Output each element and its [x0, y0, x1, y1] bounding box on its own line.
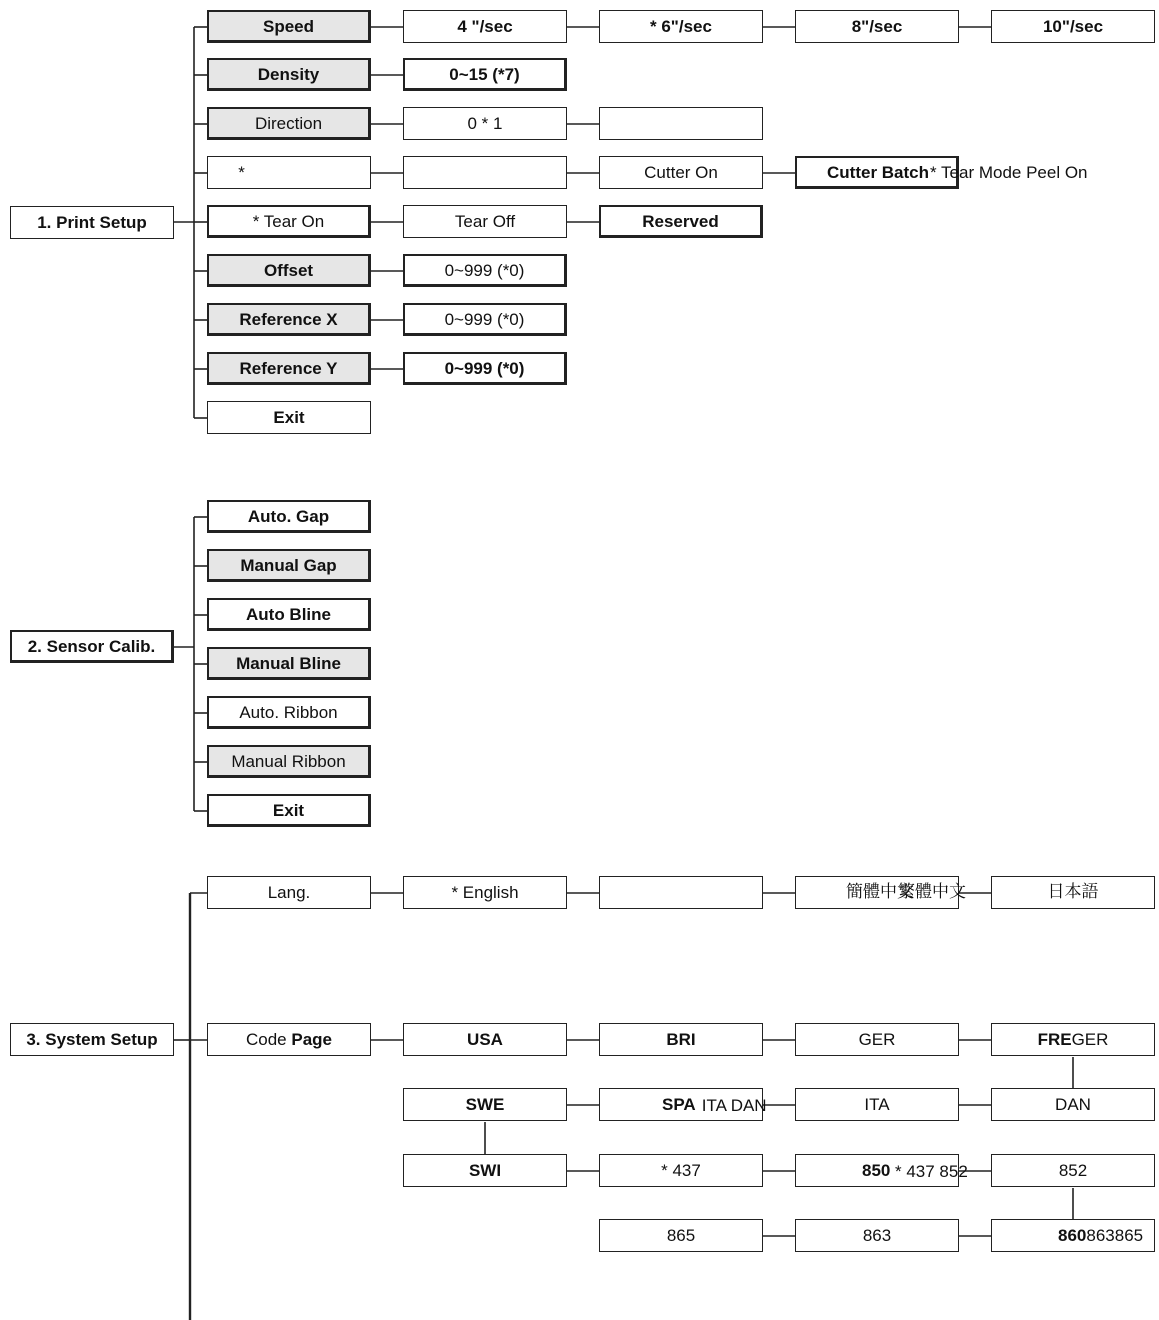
codepage-860-label: 860 — [1058, 1226, 1087, 1245]
codepage-swi-option[interactable]: SWI — [403, 1154, 567, 1187]
speed-option-10[interactable]: 10"/sec — [991, 10, 1155, 43]
codepage-usa-option[interactable]: USA — [403, 1023, 567, 1056]
sensor-calib-exit-button[interactable]: Exit — [207, 794, 371, 827]
offset-button[interactable]: Offset — [207, 254, 371, 287]
cutter-on-option[interactable]: Cutter On — [599, 156, 763, 189]
codepage-swe-option[interactable]: SWE — [403, 1088, 567, 1121]
codepage-852-option[interactable]: 852 — [991, 1154, 1155, 1187]
codepage-863-option[interactable]: 863 — [795, 1219, 959, 1252]
manual-gap-button[interactable]: Manual Gap — [207, 549, 371, 582]
density-button[interactable]: Density — [207, 58, 371, 91]
direction-option-0-1[interactable]: 0 * 1 — [403, 107, 567, 140]
auto-ribbon-button[interactable]: Auto. Ribbon — [207, 696, 371, 729]
codepage-fre-label: FRE — [1037, 1030, 1072, 1049]
speed-option-8[interactable]: 8"/sec — [795, 10, 959, 43]
print-setup-root[interactable]: 1. Print Setup — [10, 206, 174, 239]
system-setup-root[interactable]: 3. System Setup — [10, 1023, 174, 1056]
code-page-button[interactable] — [207, 1023, 371, 1056]
codepage-spa-label: SPA — [662, 1095, 696, 1114]
print-mode-label: * — [238, 163, 245, 182]
codepage-860-option[interactable] — [991, 1219, 1155, 1252]
density-range[interactable]: 0~15 (*7) — [403, 58, 567, 91]
print-mode-button[interactable] — [207, 156, 371, 189]
auto-gap-button[interactable]: Auto. Gap — [207, 500, 371, 533]
codepage-865-option[interactable]: 865 — [599, 1219, 763, 1252]
codepage-dan-option[interactable]: DAN — [991, 1088, 1155, 1121]
reserved-option[interactable]: Reserved — [599, 205, 763, 238]
reference-y-range[interactable]: 0~999 (*0) — [403, 352, 567, 385]
speed-option-4[interactable]: 4 "/sec — [403, 10, 567, 43]
codepage-ita-option[interactable]: ITA — [795, 1088, 959, 1121]
tear-off-option[interactable]: Tear Off — [403, 205, 567, 238]
reference-x-button[interactable]: Reference X — [207, 303, 371, 336]
codepage-860-overlap-label: 863865 — [1086, 1226, 1144, 1245]
lang-option-simplified-chinese[interactable]: 簡體中文 — [795, 876, 959, 909]
codepage-spa-overflow-text: ITA DAN — [697, 1096, 767, 1115]
code-page-label-plain: Code — [245, 1030, 292, 1049]
reference-y-button[interactable]: Reference Y — [207, 352, 371, 385]
offset-range[interactable]: 0~999 (*0) — [403, 254, 567, 287]
sensor-calib-root[interactable]: 2. Sensor Calib. — [10, 630, 174, 663]
lang-option-empty[interactable] — [599, 876, 763, 909]
manual-bline-button[interactable]: Manual Bline — [207, 647, 371, 680]
lang-traditional-chinese-text: 繁體中文 — [898, 882, 966, 902]
codepage-437-option[interactable]: * 437 — [599, 1154, 763, 1187]
lang-option-english[interactable]: * English — [403, 876, 567, 909]
speed-option-6[interactable]: * 6"/sec — [599, 10, 763, 43]
lang-option-japanese[interactable]: 日本語 — [991, 876, 1155, 909]
lang-button[interactable]: Lang. — [207, 876, 371, 909]
codepage-850-overflow-text: * 437 852 — [895, 1162, 968, 1181]
codepage-bri-option[interactable]: BRI — [599, 1023, 763, 1056]
speed-button[interactable]: Speed — [207, 10, 371, 43]
codepage-ger-option[interactable]: GER — [795, 1023, 959, 1056]
auto-bline-button[interactable]: Auto Bline — [207, 598, 371, 631]
direction-button[interactable]: Direction — [207, 107, 371, 140]
reference-x-range[interactable]: 0~999 (*0) — [403, 303, 567, 336]
codepage-850-label: 850 — [862, 1161, 891, 1180]
codepage-fre-option[interactable] — [991, 1023, 1155, 1056]
codepage-fre-overlap-label: GER — [1071, 1030, 1109, 1049]
manual-ribbon-button[interactable]: Manual Ribbon — [207, 745, 371, 778]
code-page-label-bold: Page — [291, 1030, 332, 1049]
tear-on-button[interactable]: * Tear On — [207, 205, 371, 238]
cutter-batch-option[interactable]: Cutter Batch — [795, 156, 959, 189]
tear-mode-peel-on-text: * Tear Mode Peel On — [930, 163, 1088, 182]
print-mode-option-empty[interactable] — [403, 156, 567, 189]
direction-option-empty[interactable] — [599, 107, 763, 140]
print-setup-exit-button[interactable]: Exit — [207, 401, 371, 434]
